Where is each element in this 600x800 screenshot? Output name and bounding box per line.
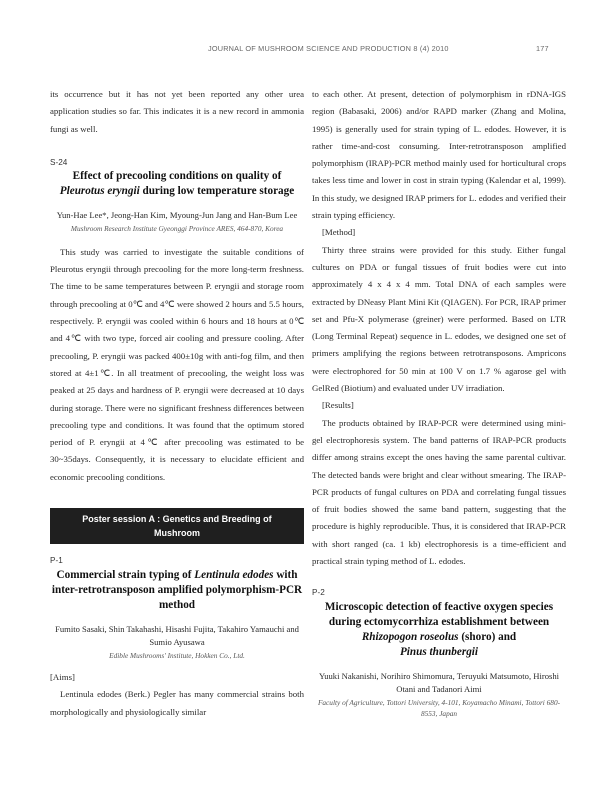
journal-title: JOURNAL OF MUSHROOM SCIENCE AND PRODUCTION 8 (4) 2010 [208, 44, 449, 53]
authors-p1: Fumito Sasaki, Shin Takahashi, Hisashi Fujita, Takahiro Yamauchi and Sumio Ayusawa [55, 624, 299, 648]
aims-heading: [Aims] [50, 672, 75, 683]
authors-p2: Yuuki Nakanishi, Norihiro Shimomura, Teruyuki Matsumoto, Hiroshi Otani and Tadanori Aimi [318, 671, 560, 695]
running-header [0, 44, 600, 58]
abstract-code-s24: S-24 [50, 157, 68, 167]
method-heading: [Method] [322, 227, 356, 238]
title-part: with inter-retrotransposon amplified polymorphism-PCR method [51, 569, 303, 612]
title-species: Lentinula edodes [194, 569, 274, 582]
title-species: Rhizopogon roseolus [361, 631, 459, 644]
results-heading: [Results] [322, 400, 354, 411]
page-number: 177 [536, 44, 549, 53]
affiliation-p1: Edible Mushrooms' Institute, Hokken Co., Ltd. [109, 651, 245, 661]
intro-paragraph: its occurrence but it has not yet been reported any other urea application studies so far. This indicates it is a new record in ammonia fungi as well. [50, 89, 304, 134]
title-part: Effect of precooling conditions on quality of [72, 169, 282, 182]
continued-paragraph: to each other. At present, detection of polymorphism in rDNA-IGS region (Babasaki, 2006) and/or RAPD marker (Zhang and Molina, 1995) is generally used for strain typing of L. edodes. However, it is rather time-and-cost consuming. Inter-retrotransposon amplified polymorphism (IRAP)-PCR method mainly used for horticultural crops takes less time and lower in cost in strain typing (Kalendar et al, 1999). In this study, we designed IRAP primers for L. edodes and verified their strain typing efficiency. [312, 89, 566, 221]
title-species: Pinus thunbergii [399, 646, 479, 659]
right-column [312, 86, 566, 719]
left-column [50, 86, 304, 721]
aims-body: Lentinula edodes (Berk.) Pegler has many commercial strains both morphologically and physiologically similar [50, 689, 304, 717]
title-species: Pleurotus eryngii [59, 184, 140, 197]
method-body: Thirty three strains were provided for this study. Either fungal cultures on PDA or fungal tissues of fruit bodies were cut into approximately 4 x 4 x 4 mm. Total DNA of each samples were extracted by DNeasy Plant Mini Kit (QIAGEN). For PCR, IRAP primer set and Pfu-X polymerase (greiner) were performed. Based on LTR (Long Terminal Repeat) sequence in L. edodes, we designed one set of primers amplifying the regions between retrotransposons. Ampricons were electrophored for 50 min at 100 V on 1.7 % agarose gel with GelRed (Biotium) and evaluated under UV irradiation. [312, 244, 566, 394]
abstract-title-s24 [50, 169, 304, 199]
affiliation-s24: Mushroom Research Institute Gyeonggi Province ARES, 464-870, Korea [70, 223, 284, 233]
affiliation-p2: Faculty of Agriculture, Tottori University, 4-101, Koyamacho Minami, Tottori 680-8553, Japan [317, 698, 561, 719]
title-part: Microscopic detection of feactive oxygen species during ectomycorrhiza establishment between [324, 601, 554, 629]
abstract-code-p1: P-1 [50, 556, 63, 566]
session-banner: Poster session A : Genetics and Breeding of Mushroom [50, 508, 304, 544]
abstract-title-p1 [50, 568, 304, 613]
abstract-title-p2 [312, 600, 566, 660]
title-part: Commercial strain typing of [56, 569, 195, 582]
results-body: The products obtained by IRAP-PCR were determined using mini-gel electrophoresis system. The band patterns of IRAP-PCR products differ among strains except the ones having the same parental cultivar. The detected bands were bright and clear without smearing. The IRAP-PCR products of fungal cultures on PDA and correlating fungal tissues of fruit bodies showed the same band pattern, suggesting that the procedure is highly reproducible. Thus, it is considered that IRAP-PCR with short ranged (ca. 1 kb) electrophoresis is a time-efficient and practical strain typing method of L. edodes. [312, 417, 566, 567]
title-part: (shoro) and [458, 631, 517, 644]
title-part: during low temperature storage [139, 184, 295, 197]
abstract-code-p2: P-2 [312, 588, 325, 598]
authors-s24: Yun-Hae Lee*, Jeong-Han Kim, Myoung-Jun Jang and Han-Bum Lee [56, 209, 298, 220]
abstract-body-s24: This study was carried to investigate the suitable conditions of Pleurotus eryngii through precooling for the more long-term freshness. The time to be same temperatures between P. eryngii and storage room through precooling at 0℃ and 4℃ were showed 2 hours and 5.5 hours, respectively. P. eryngii was cooled within 6 hours and 18 hours at 0℃ and 4℃ with two type, forced air cooling and pressure cooling. After precooling, P. eryngii was packed 400±10g with anti-fog film, and then stored at 4±1℃. In all treatment of precooling, the weight loss was peaked at 25 days and hardness of P. eryngii were decreased at 10 days during storage. There were no significant freshness differences between precooling type and conditions. It was found that the optimum stored period of P. eryngii at 4℃ after precooling was estimated to be 30~35days. Consequently, it is necessary to elucidate efficient and economic precooling conditions. [50, 246, 304, 482]
